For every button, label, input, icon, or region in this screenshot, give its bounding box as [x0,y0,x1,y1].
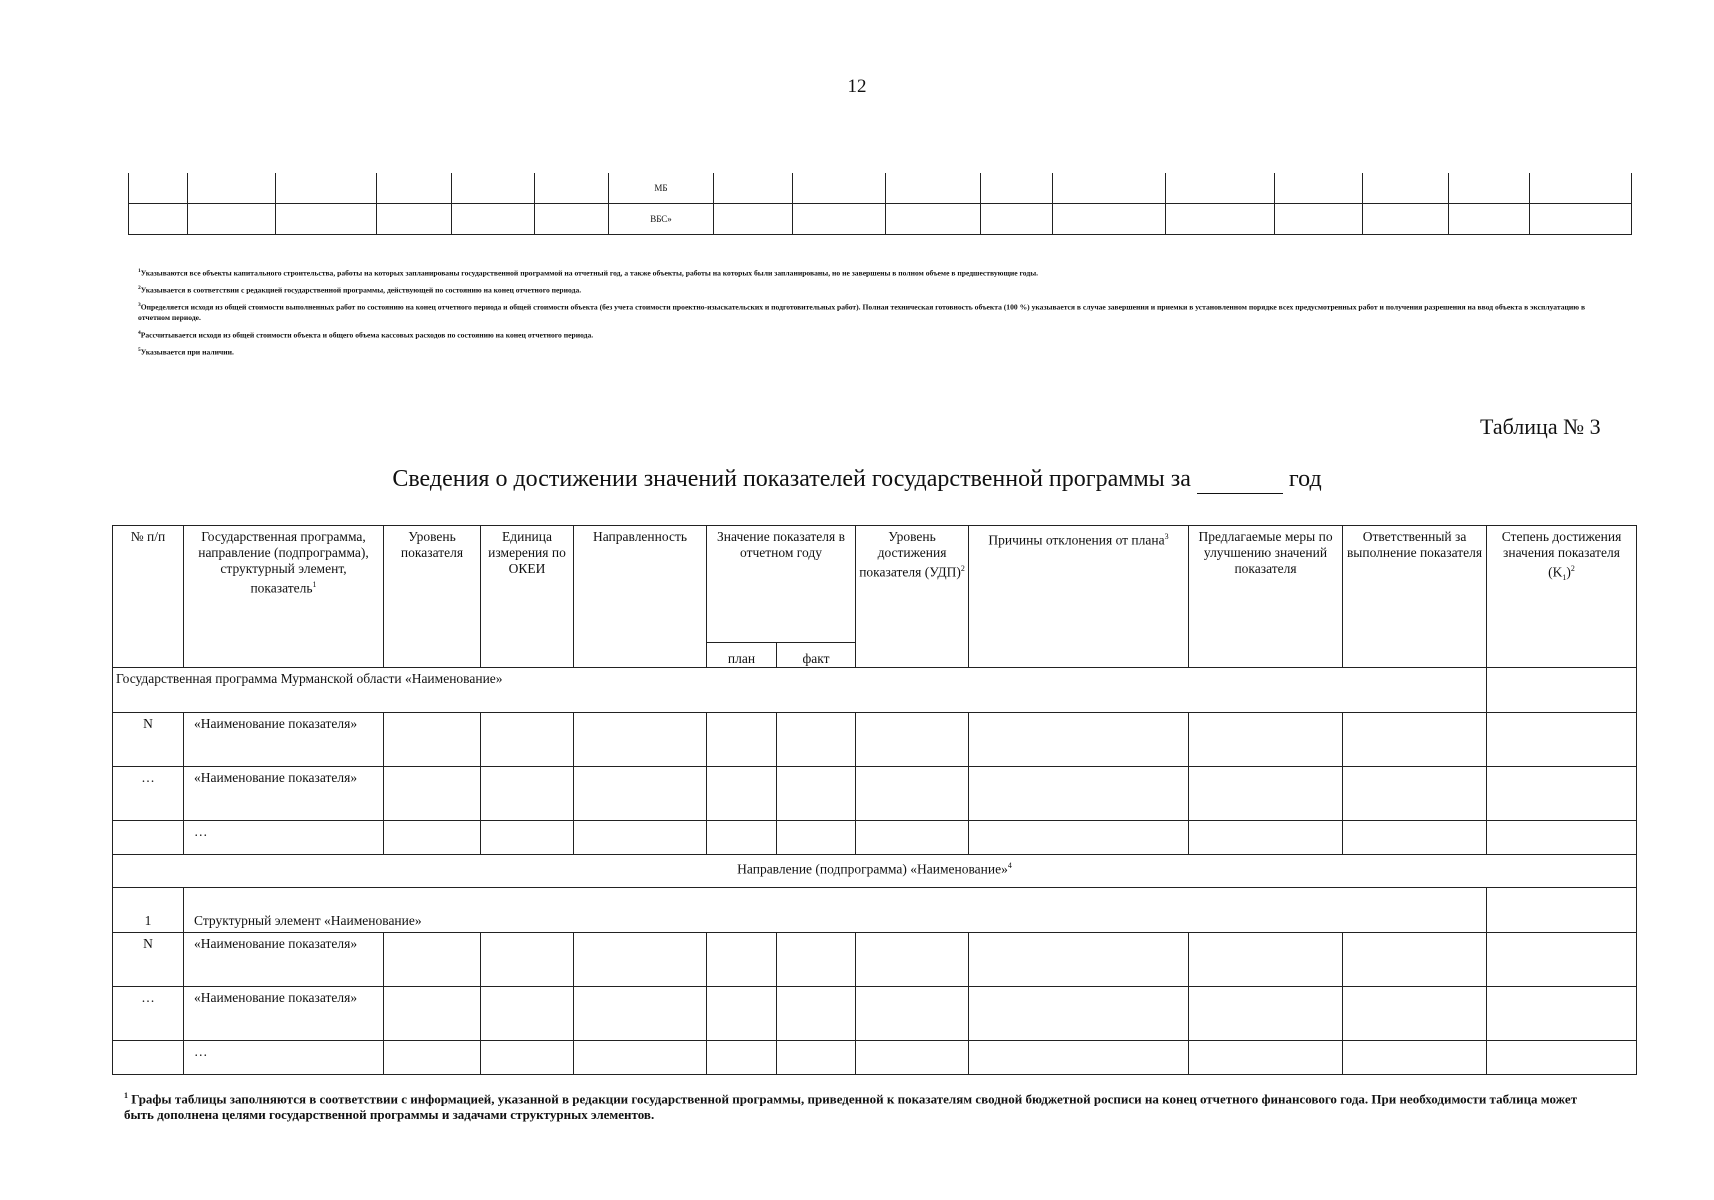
indicator-row [113,713,1637,767]
program-title: Государственная программа Мурманской области «Наименование» [113,668,1487,713]
header-plan: план [707,643,777,668]
page-number: 12 [847,76,867,97]
table-footnote: $^1$ Графы таблицы заполняются в соответствии с информацией, указанной в редакции государственной программы, приведенной к показателям сводной бюджетной росписи на конец отчетного финансового года. При необходимости таблица может быть дополнена целями государственной программы и задачами структурных элементов. [124,1091,1578,1123]
footnote: $^5$Указывается при наличии. [138,346,234,357]
row-num: 1 [113,888,184,933]
header-direction: Направленность [574,526,707,668]
continuation-table [128,173,1632,235]
direction-row [113,855,1637,888]
row-num: N [113,933,184,987]
header-value: Значение показателя в отчетном году [707,526,856,643]
ellipsis-row [113,1041,1637,1075]
direction-title: Направление (подпрограмма) «Наименование»$^4$ [113,855,1637,888]
ellipsis-row [113,821,1637,855]
header-responsible: Ответственный за выполнение показателя [1343,526,1487,668]
indicator-name: «Наименование показателя» [184,767,384,821]
funding-source-cell: ВБС» [609,204,714,235]
ellipsis: … [184,821,384,855]
footnote: $^1$Указываются все объекты капитального строительства, работы на которых запланированы государственной программой на отчетный год, а также объекты, работы на которых были запланированы, но не завершены в полном объеме в предшествующие годы. [138,268,1039,278]
row-num: … [113,767,184,821]
indicator-row [113,987,1637,1041]
header-reasons: Причины отклонения от плана$^3$ [969,526,1189,668]
header-udp: Уровень достижения показателя (УДП)$^2$ [856,526,969,668]
header-measures: Предлагаемые меры по улучшению значений показателя [1189,526,1343,668]
header-row [113,526,1637,643]
header-degree: Степень достижения значения показателя $(K_1)^2$ [1487,526,1637,668]
footnote: $^3$Определяется исходя из общей стоимости выполненных работ по состоянию на конец отчетного периода и общей стоимости объекта (без учета стоимости проектно-изыскательских и подготовительных работ). Полная техническая готовность объекта (100 %) указывается в случае завершения и приемки в установленном порядке всех предусмотренных работ и получения разрешения на ввод объекта в эксплуатацию в отчетном периоде. [138,302,1586,323]
indicator-row [113,767,1637,821]
continuation-row [129,173,1632,204]
structural-element-name: Структурный элемент «Наименование» [184,888,1487,933]
program-row [113,668,1637,713]
header-unit: Единица измерения по ОКЕИ [481,526,574,668]
funding-source-cell: МБ [609,173,714,204]
header-level: Уровень показателя [384,526,481,668]
table-label: Таблица № 3 [1480,414,1601,439]
row-num: … [113,987,184,1041]
footnote: $^4$Рассчитывается исходя из общей стоимости объекта и общего объема кассовых расходов по состоянию на конец отчетного периода. [138,329,594,340]
header-fact: факт [777,643,856,668]
row-num: N [113,713,184,767]
indicators-table [112,525,1637,1075]
continuation-row [129,204,1632,235]
indicator-name: «Наименование показателя» [184,713,384,767]
header-num: № п/п [113,526,184,668]
document-title: Сведения о достижении значений показателей государственной программы за год [392,466,1322,492]
structural-element-row [113,888,1637,933]
header-program: Государственная программа, направление (подпрограмма), структурный элемент, показатель$^1$ [184,526,384,668]
indicator-name: «Наименование показателя» [184,933,384,987]
indicator-name: «Наименование показателя» [184,987,384,1041]
ellipsis: … [184,1041,384,1075]
footnotes-top [138,266,1618,362]
footnote: $^2$Указывается в соответствии с редакцией государственной программы, действующей по состоянию на конец отчетного периода. [138,285,582,295]
year-blank-line [1197,466,1283,494]
indicator-row [113,933,1637,987]
